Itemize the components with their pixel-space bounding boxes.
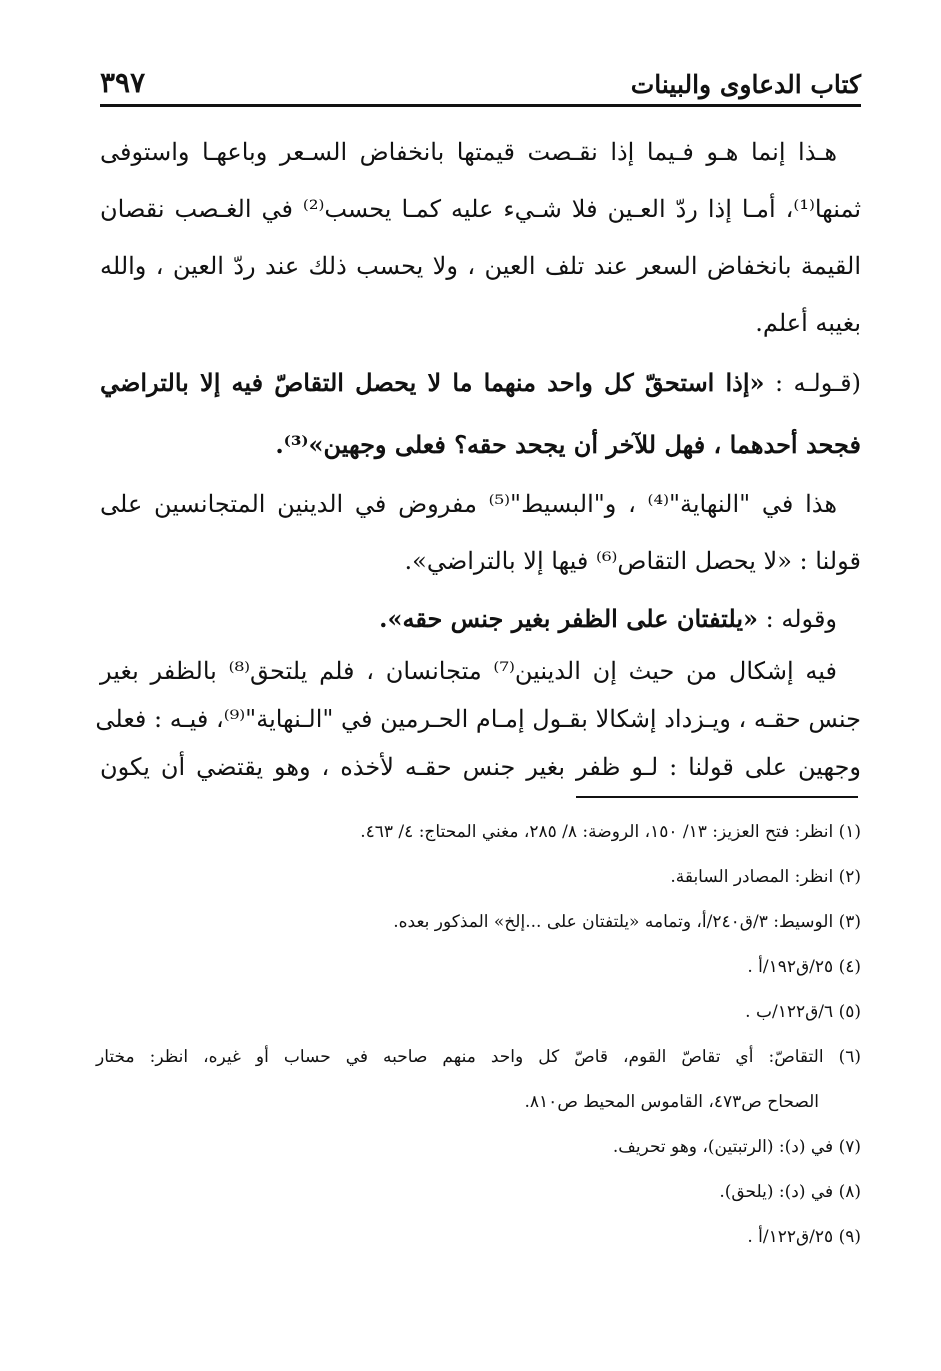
footnote: (٩) ٢٥/ق١٢٢/أ . [747,1227,861,1247]
footnote-continuation: الصحاح ص٤٧٣، القاموس المحيط ص٨١٠. [524,1092,819,1112]
footnote-rule [576,796,858,798]
footnote: (٨) في (د): (يلحق). [719,1182,861,1202]
text-line: هـذا إنما هـو فـيما إذا نقـصت قيمتها بانخفاض السـعر وباعهـا واستوفى [100,138,837,166]
footnote: (١) انظر: فتح العزيز: ١٣/ ١٥٠، الروضة: ٨/ ٢٨٥، مغني المحتاج: ٤/ ٤٦٣. [360,822,861,842]
footnote: (٤) ٢٥/ق١٩٢/أ . [747,957,861,977]
header-rule [100,104,861,107]
text-line: فيه إشكال من حيث إن الدينين⁽⁷⁾ متجانسان ، فلم يلتحق⁽⁸⁾ بالظفر بغير [100,657,837,685]
text-line: جنس حقـه ، ويـزداد إشكالا بقـول إمـام الحـرمين في "الـنهاية"⁽⁹⁾، فيـه : فعلى [95,705,861,733]
text-line: هذا في "النهاية"⁽⁴⁾ ، و"البسيط"⁽⁵⁾ مفروض في الدينين المتجانسين على [100,490,837,518]
footnote: (٥) ٦/ق١٢٢/ب . [745,1002,861,1022]
quoted-line [100,590,861,647]
text-line: بغيبه أعلم. [755,309,861,337]
book-title: كتاب الدعاوى والبينات [630,70,861,99]
text-line: القيمة بانخفاض السعر عند تلف العين ، ولا يحسب ذلك عند ردّ العين ، والله [100,252,861,280]
quoted-text: «يلتفتان على الظفر بغير جنس حقه». [379,604,759,633]
footnote: (٢) انظر: المصادر السابقة. [670,867,861,887]
footnotes [96,810,861,1260]
page-number: ٣٩٧ [100,66,146,99]
footnote: (٦) التقاصّ: أي تقاصّ القوم، قاصّ كل واحد منهم صاحبه في حساب أو غيره، انظر: مختار [96,1047,861,1067]
quoted-question-line: فجحد أحدهما ، فهل للآخر أن يجحد حقه؟ فعلى وجهين»⁽³⁾. [275,430,861,459]
footnote: (٧) في (د): (الرتبتين)، وهو تحريف. [612,1137,861,1157]
text-line: قولنا : «لا يحصل التقاص⁽⁶⁾ فيها إلا بالتراضي». [404,547,861,575]
running-header [100,62,861,106]
quote-prefix: وقوله : [758,605,837,633]
quote-prefix: (قـولـه : [764,369,861,397]
text-line: ثمنها⁽¹⁾، أمـا إذا ردّ العـين فلا شـيء عليه كمـا يحسب⁽²⁾ في الغـصب نقصان [100,195,862,223]
quoted-text: «إذا استحقّ كل واحد منهما ما لا يحصل التقاصّ فيه إلا بالتراضي [100,368,765,397]
quoted-question-line [100,352,861,414]
text-line: وجهين على قولنا : لـو ظفر بغير جنس حقـه لأخذه ، وهو يقتضي أن يكون [100,753,861,781]
footnote: (٣) الوسيط: ٣/ق٢٤٠/أ، وتمامه «يلتفتان على ...إلخ» المذكور بعده. [393,912,861,932]
main-text [95,124,862,791]
